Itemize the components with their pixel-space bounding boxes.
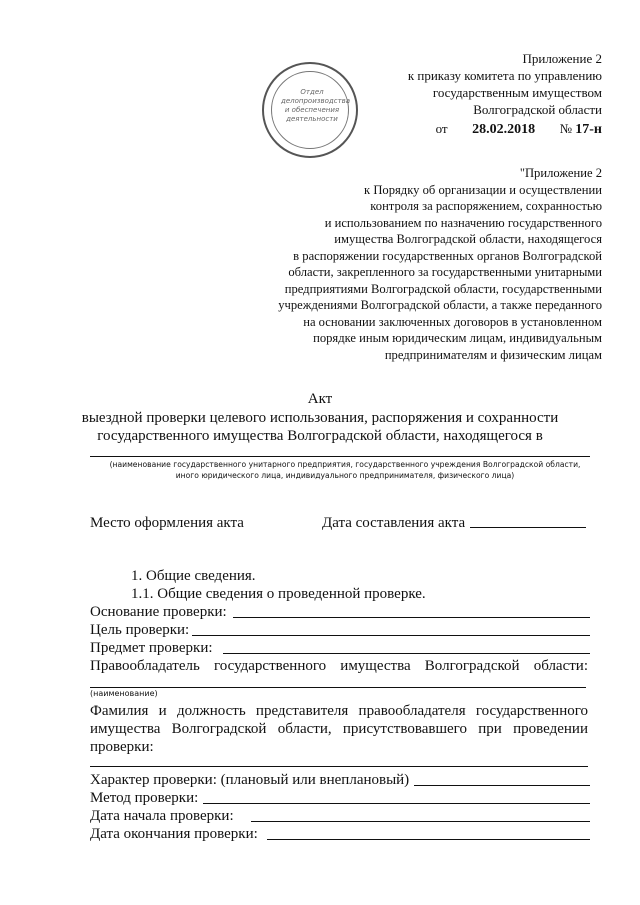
section-1-heading: 1. Общие сведения. xyxy=(131,568,256,584)
appendix-line9: учреждениями Волгоградской области, а также переданного xyxy=(278,298,602,312)
holder-note: (наименование) xyxy=(90,689,158,698)
holder-label: Правообладатель государственного имущества Волгоградской области: xyxy=(90,658,588,674)
order-number-line xyxy=(342,120,602,138)
representative-label: Фамилия и должность представителя правообладателя государственного имущества Волгоградской области, присутствовавшего при проведении проверки: xyxy=(90,703,588,755)
order-header xyxy=(342,50,602,138)
header-line1: Приложение 2 xyxy=(522,51,602,66)
appendix-line3: контроля за распоряжением, сохранностью xyxy=(370,199,602,213)
appendix-line8: предприятиями Волгоградской области, государственными xyxy=(284,281,602,296)
number-label: № xyxy=(559,121,573,136)
appendix-line12: предпринимателям и физическим лицам xyxy=(384,347,602,362)
appendix-header xyxy=(242,165,602,363)
character-label: Характер проверки: (плановый или внеплановый) xyxy=(90,772,410,788)
appendix-line7: области, закрепленного за государственными унитарными xyxy=(288,265,602,279)
method-label: Метод проверки: xyxy=(90,790,199,806)
representative-field[interactable] xyxy=(90,766,588,767)
basis-field[interactable] xyxy=(233,617,590,618)
character-field[interactable] xyxy=(414,785,590,786)
from-label: от xyxy=(435,121,448,136)
start-date-label: Дата начала проверки: xyxy=(90,808,234,824)
appendix-line10: на основании заключенных договоров в установленном xyxy=(303,314,602,329)
title-line3: государственного имущества Волгоградской области, находящегося в xyxy=(97,428,543,444)
title-line2: выездной проверки целевого использования, распоряжения и сохранности xyxy=(81,409,559,426)
stamp-text: Отдел делопроизводства и обеспечения деятельности xyxy=(281,88,351,123)
place-label: Место оформления акта xyxy=(90,515,244,531)
basis-label: Основание проверки: xyxy=(90,604,227,620)
title-line1: Акт xyxy=(307,391,333,407)
order-date: 28.02.2018 xyxy=(472,122,536,137)
header-line4: Волгоградской области xyxy=(473,102,602,117)
header-line2: к приказу комитета по управлению xyxy=(407,68,602,83)
section-1-1-heading: 1.1. Общие сведения о проведенной проверке. xyxy=(131,586,426,602)
appendix-line5: имущества Волгоградской области, находящегося xyxy=(334,232,602,246)
end-date-field[interactable] xyxy=(267,839,590,840)
organization-name-note xyxy=(90,459,600,481)
goal-field[interactable] xyxy=(192,635,590,636)
order-number: 17-н xyxy=(575,122,602,137)
header-line3: государственным имуществом xyxy=(432,85,602,100)
end-date-label: Дата окончания проверки: xyxy=(90,826,258,842)
organization-name-line[interactable] xyxy=(90,456,590,457)
appendix-line2: к Порядку об организации и осуществлении xyxy=(364,182,602,197)
note-line2: иного юридического лица, индивидуального предпринимателя, физического лица) xyxy=(175,471,515,480)
appendix-line11: порядке иным юридическим лицам, индивидуальным xyxy=(313,331,602,345)
goal-label: Цель проверки: xyxy=(90,622,190,638)
date-field[interactable] xyxy=(470,527,586,528)
date-label: Дата составления акта xyxy=(322,515,466,531)
subject-field[interactable] xyxy=(223,653,590,654)
act-title xyxy=(40,390,600,446)
appendix-line1: "Приложение 2 xyxy=(519,166,602,180)
appendix-line4: и использованием по назначению государственного xyxy=(324,215,602,230)
note-line1: (наименование государственного унитарного предприятия, государственного учреждения Волгоградской области, xyxy=(109,460,581,469)
subject-label: Предмет проверки: xyxy=(90,640,213,656)
start-date-field[interactable] xyxy=(251,821,590,822)
appendix-line6: в распоряжении государственных органов Волгоградской xyxy=(293,248,602,263)
holder-field[interactable] xyxy=(90,687,586,688)
method-field[interactable] xyxy=(203,803,590,804)
